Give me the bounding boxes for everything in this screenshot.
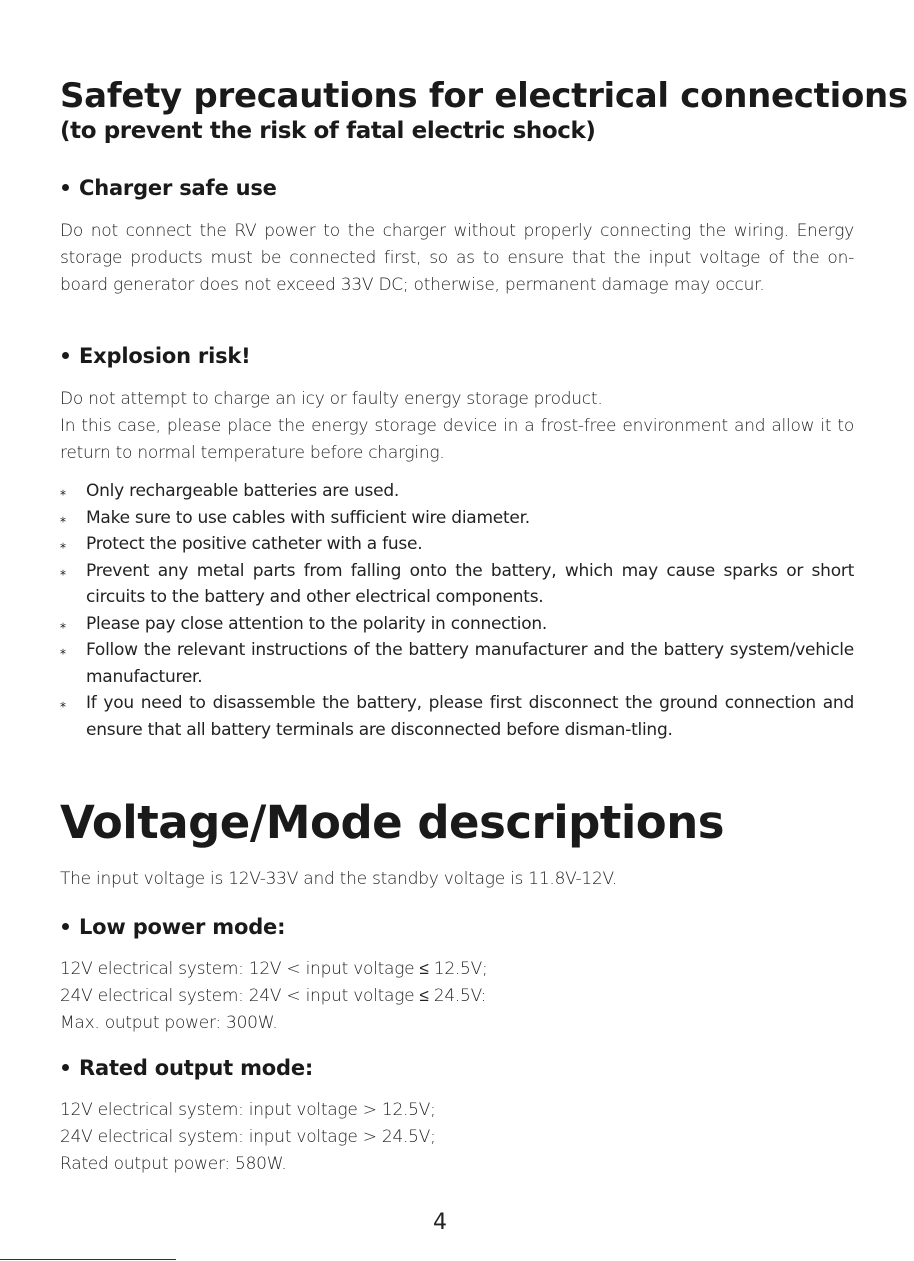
page-number: 4 [433, 1210, 447, 1235]
page-subtitle: (to prevent the risk of fatal electric shock) [60, 118, 596, 144]
page-title: Safety precautions for electrical connections [60, 76, 908, 116]
list-item: ⁎ If you need to disassemble the battery, please first disconnect the ground connection and ensure that all battery terminals are disconnected before disman-tling. [60, 690, 854, 743]
list-item: ⁎ Protect the positive catheter with a fuse. [60, 531, 854, 558]
asterisk-icon: ⁎ [60, 484, 66, 498]
asterisk-icon: ⁎ [60, 643, 66, 657]
explosion-paragraph: Do not attempt to charge an icy or faulty energy storage product. In this case, please place the energy storage device in a frost-free environment and allow it to return to normal temperature before charging. [60, 389, 854, 463]
section-heading-rated-output: Rated output mode: [60, 1056, 313, 1080]
low-power-details: 12V electrical system: 12V < input voltage ≤ 12.5V; 24V electrical system: 24V < input voltage ≤ 24.5V: Max. output power: 300W. [60, 959, 488, 1033]
list-item: ⁎ Prevent any metal parts from falling onto the battery, which may cause sparks or short circuits to the battery and other electrical components. [60, 558, 854, 611]
asterisk-icon: ⁎ [60, 696, 66, 710]
voltage-intro: The input voltage is 12V-33V and the standby voltage is 11.8V-12V. [60, 869, 617, 889]
list-item: ⁎ Please pay close attention to the polarity in connection. [60, 611, 854, 638]
rated-output-details: 12V electrical system: input voltage > 12.5V; 24V electrical system: input voltage > 24.5V; Rated output power: 580W. [60, 1100, 436, 1174]
footer-divider [0, 1259, 176, 1260]
bullet-dot-icon [62, 184, 69, 191]
bullet-dot-icon [62, 1064, 69, 1071]
section-heading-charger: Charger safe use [60, 176, 277, 200]
section-heading-low-power: Low power mode: [60, 915, 285, 939]
list-item: ⁎ Only rechargeable batteries are used. [60, 478, 854, 505]
asterisk-icon: ⁎ [60, 616, 66, 631]
list-item: ⁎ Make sure to use cables with sufficient wire diameter. [60, 505, 854, 532]
asterisk-icon: ⁎ [60, 537, 66, 551]
bullet-dot-icon [62, 923, 69, 930]
charger-paragraph: Do not connect the RV power to the charger without properly connecting the wiring. Energy storage products must be connected first, so as to ensure that the input voltage of the on-board generator does not exceed 33V DC; otherwise, permanent damage may occur. [60, 221, 854, 295]
voltage-mode-heading: Voltage/Mode descriptions [60, 796, 725, 849]
bullet-dot-icon [62, 352, 69, 359]
section-heading-explosion: Explosion risk! [60, 344, 251, 368]
list-item: ⁎ Follow the relevant instructions of the battery manufacturer and the battery system/vehicle manufacturer. [60, 637, 854, 690]
asterisk-icon: ⁎ [60, 510, 66, 525]
asterisk-icon: ⁎ [60, 563, 66, 578]
safety-bullet-list [60, 478, 854, 743]
